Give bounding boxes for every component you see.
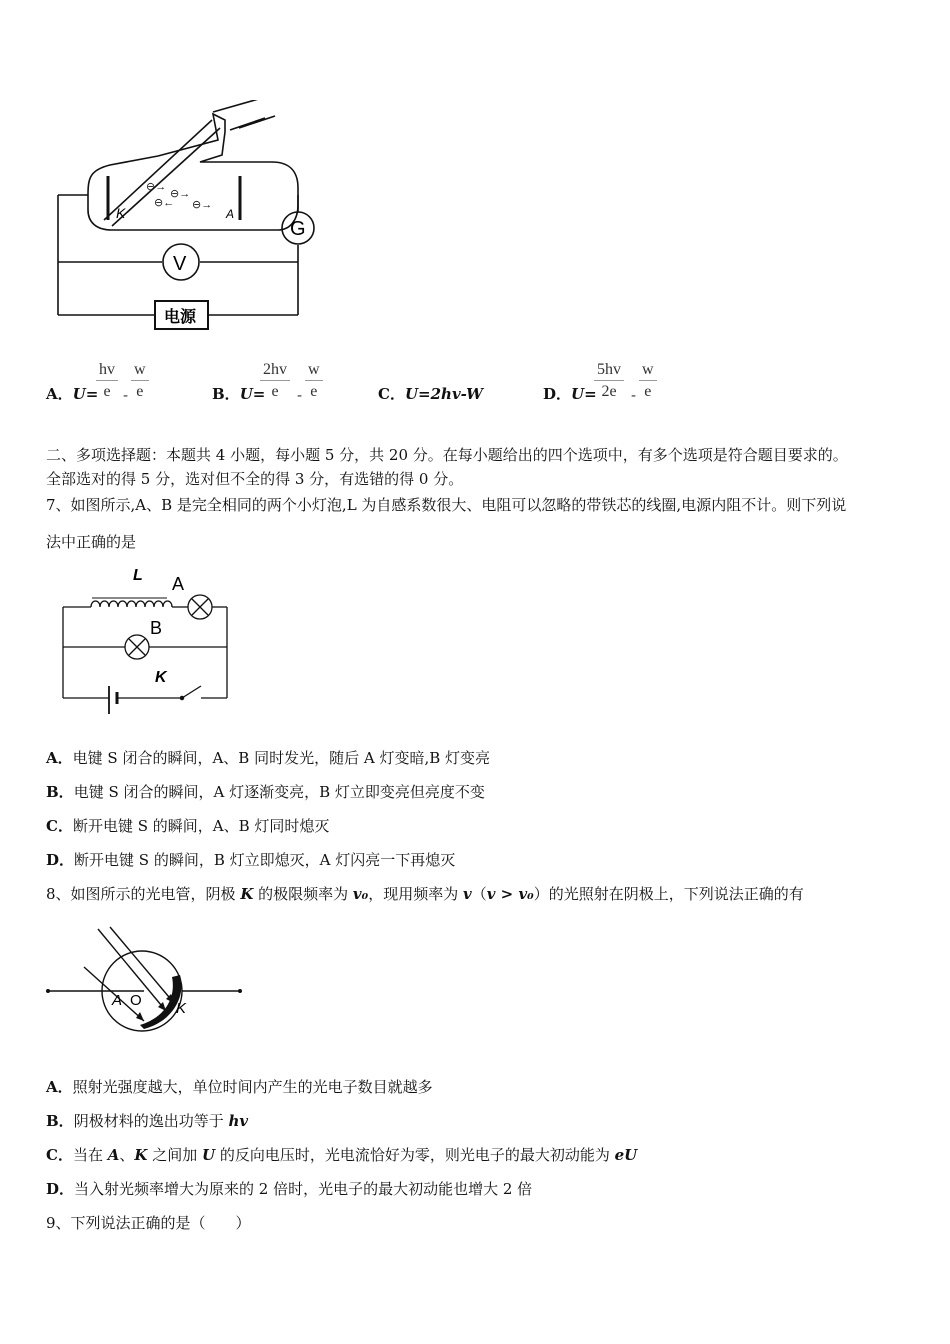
q6b-fraction-1: $\frac{2hv}{e}$ xyxy=(260,360,290,403)
q7-stem-line-1: 7、如图所示,A、B 是完全相同的两个小灯泡,L 为自感系数很大、电阻可以忽略的带铁芯的线圈,电源内阻不计。则下列说 xyxy=(46,496,847,514)
q6-option-c[interactable] xyxy=(378,384,483,404)
phototube-center-label: O xyxy=(130,992,142,1009)
svg-text:⊖→: ⊖→ xyxy=(192,199,213,211)
q6d-fraction-1: $\frac{5hv}{2e}$ xyxy=(594,360,624,403)
q8-phototube-figure xyxy=(44,925,249,1035)
q8-option-b[interactable]: B．阴极材料的逸出功等于 hv xyxy=(46,1112,249,1130)
q8-option-c[interactable]: C．当在 A、K 之间加 U 的反向电压时，光电流恰好为零，则光电子的最大初动能为 eU xyxy=(46,1146,638,1164)
power-source-label: 电源 xyxy=(164,309,197,326)
option-letter: B． xyxy=(212,385,240,403)
q6d-minus: - xyxy=(631,386,637,404)
cathode-label: K xyxy=(116,205,126,221)
option-formula: U=2hv-W xyxy=(404,385,483,403)
option-formula-prefix: U= xyxy=(571,385,597,403)
q7-stem-line-2: 法中正确的是 xyxy=(46,533,137,551)
q6a-fraction-2: $\frac{w}{e}$ xyxy=(131,360,149,403)
q7-circuit-figure xyxy=(55,562,240,722)
option-letter: C． xyxy=(378,385,405,403)
q7-option-b[interactable]: B．电键 S 闭合的瞬间，A 灯逐渐变亮，B 灯立即变亮但亮度不变 xyxy=(46,783,485,801)
phototube-cathode-label: K xyxy=(176,1000,187,1017)
lamp-b-label: B xyxy=(150,618,163,638)
q6d-fraction-2: $\frac{w}{e}$ xyxy=(639,360,657,403)
svg-text:⊖→: ⊖→ xyxy=(146,181,167,193)
q7-option-c[interactable]: C．断开电键 S 的瞬间，A、B 灯同时熄灭 xyxy=(46,817,330,835)
photocell-circuit-figure xyxy=(50,100,330,340)
anode-label: A xyxy=(226,207,235,221)
switch-k-label: K xyxy=(155,669,167,686)
option-letter: D． xyxy=(543,385,572,403)
voltmeter-label: V xyxy=(173,253,187,275)
q7-option-d[interactable]: D．断开电键 S 的瞬间，B 灯立即熄灭，A 灯闪亮一下再熄灭 xyxy=(46,851,456,869)
q6b-minus: - xyxy=(297,386,303,404)
q6-option-b[interactable] xyxy=(212,384,265,404)
q6-option-a[interactable] xyxy=(46,384,98,404)
svg-text:⊖←: ⊖← xyxy=(154,197,175,209)
section-heading-line-1: 二、多项选择题：本题共 4 小题，每小题 5 分，共 20 分。在每小题给出的四个选项中，有多个选项是符合题目要求的。 xyxy=(46,446,848,464)
q8-option-d[interactable]: D．当入射光频率增大为原来的 2 倍时，光电子的最大初动能也增大 2 倍 xyxy=(46,1180,533,1198)
q7-option-a[interactable]: A．电键 S 闭合的瞬间，A、B 同时发光，随后 A 灯变暗,B 灯变亮 xyxy=(46,749,491,767)
phototube-anode-label: A xyxy=(112,992,123,1009)
option-formula-prefix: U= xyxy=(72,385,99,403)
q6a-fraction-1: $\frac{hv}{e}$ xyxy=(96,360,118,403)
q6-option-d[interactable] xyxy=(543,384,597,404)
q6b-fraction-2: $\frac{w}{e}$ xyxy=(305,360,323,403)
svg-text:⊖→: ⊖→ xyxy=(170,188,191,200)
q9-stem: 9、下列说法正确的是（ ） xyxy=(46,1214,251,1232)
option-letter: A． xyxy=(46,385,73,403)
q8-option-a[interactable]: A．照射光强度越大，单位时间内产生的光电子数目就越多 xyxy=(46,1078,433,1096)
lamp-a-label: A xyxy=(172,574,185,594)
option-formula-prefix: U= xyxy=(239,385,266,403)
q6a-minus: - xyxy=(123,386,129,404)
galvanometer-label: G xyxy=(290,218,306,240)
inductor-label: L xyxy=(133,567,143,584)
q8-stem: 8、如图所示的光电管，阴极 K 的极限频率为 v₀，现用频率为 v（v > v₀）的光照射在阴极上，下列说法正确的有 xyxy=(46,885,804,903)
section-heading-line-2: 全部选对的得 5 分，选对但不全的得 3 分，有选错的得 0 分。 xyxy=(46,470,464,488)
